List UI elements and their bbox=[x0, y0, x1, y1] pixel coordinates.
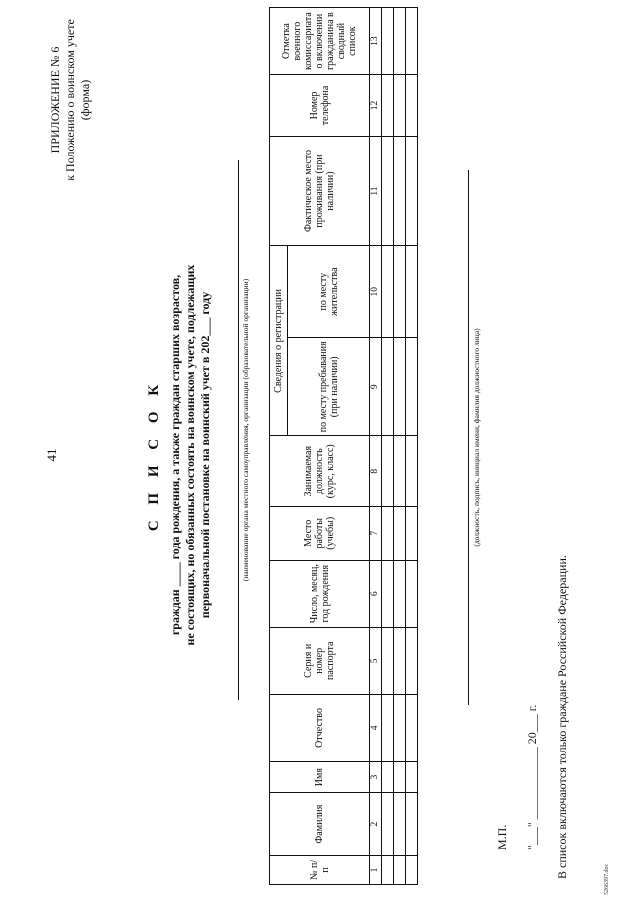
header-surname: Фамилия bbox=[270, 793, 370, 856]
empty-cell[interactable] bbox=[382, 338, 394, 436]
header-row-number: № п/п bbox=[270, 855, 370, 884]
header-commissariat-mark: Отметка военного комиссариата о включении гражданина в сводный список bbox=[270, 8, 370, 75]
table-row bbox=[394, 8, 406, 885]
organization-fill-line bbox=[238, 160, 239, 700]
empty-cell[interactable] bbox=[406, 136, 418, 246]
column-number: 3 bbox=[370, 761, 382, 792]
empty-cell[interactable] bbox=[406, 855, 418, 884]
appendix-form-label: (форма) bbox=[78, 79, 92, 121]
column-number: 7 bbox=[370, 506, 382, 560]
header-actual-residence: Фактическое место проживания (при наличии) bbox=[270, 136, 370, 246]
column-number: 2 bbox=[370, 793, 382, 856]
empty-cell[interactable] bbox=[382, 793, 394, 856]
empty-cell[interactable] bbox=[394, 793, 406, 856]
subtitle-line-2: не состоящих, но обязанных состоять на воинском учете, подлежащих bbox=[183, 264, 197, 646]
organization-caption: (наименование органа местного самоуправления, организации (образовательной организации) bbox=[241, 278, 250, 582]
header-first-name: Имя bbox=[270, 761, 370, 792]
column-number: 8 bbox=[370, 436, 382, 506]
document-subtitle bbox=[168, 155, 213, 755]
empty-cell[interactable] bbox=[382, 436, 394, 506]
empty-cell[interactable] bbox=[406, 627, 418, 694]
empty-cell[interactable] bbox=[382, 506, 394, 560]
table-row bbox=[406, 8, 418, 885]
empty-cell[interactable] bbox=[394, 136, 406, 246]
table-row bbox=[382, 8, 394, 885]
column-number: 1 bbox=[370, 855, 382, 884]
empty-cell[interactable] bbox=[394, 506, 406, 560]
stamp-place-label: М.П. bbox=[495, 824, 509, 850]
subtitle-line-1: граждан ____ года рождения, а также граждан старших возрастов, bbox=[168, 274, 182, 636]
header-birth-date: Число, месяц, год рождения bbox=[270, 560, 370, 627]
empty-cell[interactable] bbox=[394, 627, 406, 694]
header-phone: Номер телефона bbox=[270, 75, 370, 137]
empty-cell[interactable] bbox=[406, 560, 418, 627]
empty-cell[interactable] bbox=[394, 761, 406, 792]
empty-cell[interactable] bbox=[406, 8, 418, 75]
signature-caption: (должность, подпись, инициал имени, фамилия должностного лица) bbox=[472, 328, 481, 547]
empty-cell[interactable] bbox=[382, 627, 394, 694]
empty-cell[interactable] bbox=[382, 855, 394, 884]
column-number: 11 bbox=[370, 136, 382, 246]
page-number: 41 bbox=[44, 448, 59, 462]
column-number: 5 bbox=[370, 627, 382, 694]
header-workplace: Место работы (учебы) bbox=[270, 506, 370, 560]
empty-cell[interactable] bbox=[406, 75, 418, 137]
empty-cell[interactable] bbox=[382, 136, 394, 246]
header-registration-stay: по месту пребывания (при наличии) bbox=[288, 338, 370, 436]
empty-cell[interactable] bbox=[382, 246, 394, 338]
citizens-table bbox=[269, 7, 418, 885]
appendix-number: ПРИЛОЖЕНИЕ № 6 bbox=[48, 46, 62, 154]
column-number: 6 bbox=[370, 560, 382, 627]
column-number: 12 bbox=[370, 75, 382, 137]
document-title: С П И С О К bbox=[146, 378, 162, 532]
empty-cell[interactable] bbox=[394, 855, 406, 884]
footnote: В список включаются только граждане Российской Федерации. bbox=[555, 555, 569, 879]
empty-cell[interactable] bbox=[394, 436, 406, 506]
column-number: 9 bbox=[370, 338, 382, 436]
column-number: 10 bbox=[370, 246, 382, 338]
appendix-reference: к Положению о воинском учете bbox=[63, 19, 77, 181]
empty-cell[interactable] bbox=[394, 560, 406, 627]
empty-cell[interactable] bbox=[406, 246, 418, 338]
document-id: 5266397.doc bbox=[604, 863, 610, 895]
empty-cell[interactable] bbox=[394, 8, 406, 75]
header-passport: Серия и номер паспорта bbox=[270, 627, 370, 694]
empty-cell[interactable] bbox=[382, 694, 394, 761]
header-position: Занимаемая должность (курс, класс) bbox=[270, 436, 370, 506]
empty-cell[interactable] bbox=[406, 436, 418, 506]
empty-cell[interactable] bbox=[382, 8, 394, 75]
empty-cell[interactable] bbox=[394, 694, 406, 761]
empty-cell[interactable] bbox=[382, 75, 394, 137]
column-number: 4 bbox=[370, 694, 382, 761]
empty-cell[interactable] bbox=[406, 793, 418, 856]
header-registration-residence: по месту жительства bbox=[288, 246, 370, 338]
column-number: 13 bbox=[370, 8, 382, 75]
signature-fill-line bbox=[468, 170, 469, 705]
header-patronymic: Отчество bbox=[270, 694, 370, 761]
empty-cell[interactable] bbox=[406, 761, 418, 792]
empty-cell[interactable] bbox=[394, 75, 406, 137]
header-registration: Сведения о регистрации bbox=[270, 246, 288, 436]
empty-cell[interactable] bbox=[382, 560, 394, 627]
empty-cell[interactable] bbox=[406, 694, 418, 761]
appendix-header bbox=[48, 15, 93, 185]
empty-cell[interactable] bbox=[406, 338, 418, 436]
empty-cell[interactable] bbox=[394, 338, 406, 436]
empty-cell[interactable] bbox=[406, 506, 418, 560]
column-number-row bbox=[370, 8, 382, 885]
empty-cell[interactable] bbox=[394, 246, 406, 338]
empty-cell[interactable] bbox=[382, 761, 394, 792]
subtitle-line-3: первоначальной постановке на воинский учет в 202___ году bbox=[198, 291, 212, 619]
date-line: "___" ____________ 20___ г. bbox=[525, 704, 539, 850]
